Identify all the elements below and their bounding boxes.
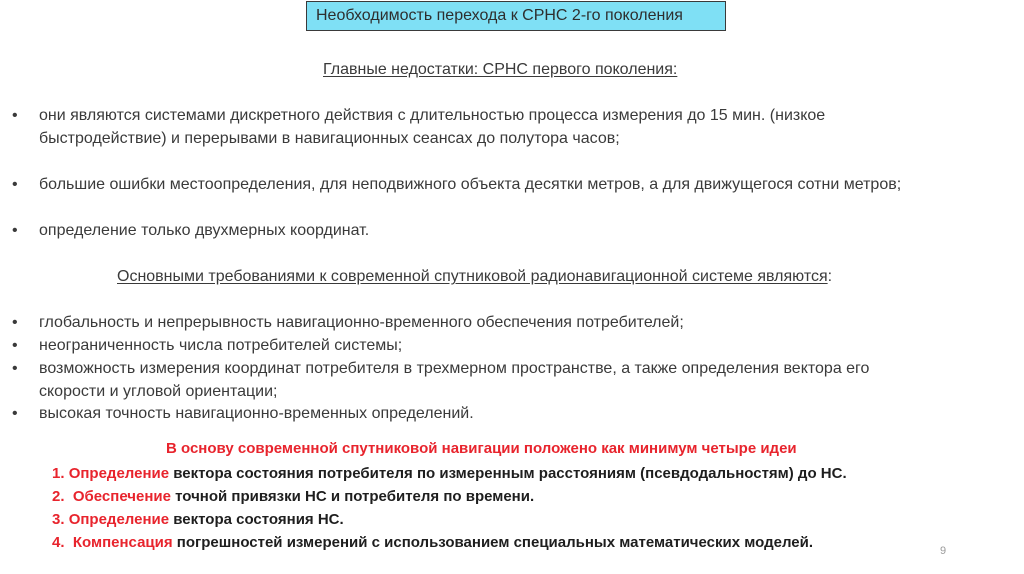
- requirement-1: глобальность и непрерывность навигационно-временного обеспечения потребителей;: [39, 314, 684, 331]
- slide-title: Необходимость перехода к СРНС 2-го поколения: [306, 1, 726, 31]
- idea-4-text: погрешностей измерений с использованием специальных математических моделей.: [172, 534, 814, 551]
- page-number: 9: [940, 545, 947, 557]
- idea-3: [52, 511, 344, 528]
- bullet-icon: •: [12, 405, 18, 422]
- idea-4: [52, 534, 813, 551]
- idea-1-text: вектора состояния потребителя по измеренным расстояниям (псевдодальностям) до НС.: [169, 465, 847, 482]
- requirement-3-line-2: скорости и угловой ориентации;: [39, 383, 278, 400]
- drawback-1-line-2: быстродействие) и перерывами в навигационных сеансах до полутора часов;: [39, 130, 620, 147]
- idea-2-keyword: Обеспечение: [72, 488, 171, 505]
- ideas-heading: В основу современной спутниковой навигации положено как минимум четыре идеи: [166, 440, 797, 457]
- idea-3-number: 3.: [52, 511, 65, 528]
- bullet-icon: •: [12, 222, 18, 239]
- drawback-2: большие ошибки местоопределения, для неподвижного объекта десятки метров, а для движущегося сотни метров;: [39, 176, 902, 193]
- idea-1-number: 1.: [52, 465, 65, 482]
- bullet-icon: •: [12, 314, 18, 331]
- requirements-heading-colon: :: [827, 268, 833, 285]
- idea-3-text: вектора состояния НС.: [169, 511, 344, 528]
- idea-1-keyword: Определение: [68, 465, 170, 482]
- requirements-heading-text: Основными требованиями к современной спутниковой радионавигационной системе являются: [117, 268, 828, 285]
- bullet-icon: •: [12, 176, 18, 193]
- drawback-3: определение только двухмерных координат.: [39, 222, 370, 239]
- requirements-heading: [117, 268, 832, 286]
- idea-1: [52, 465, 847, 482]
- requirement-3-line-1: возможность измерения координат потребителя в трехмерном пространстве, а также определения вектора его: [39, 360, 870, 377]
- idea-2-number: 2.: [52, 488, 65, 505]
- requirement-2: неограниченность числа потребителей системы;: [39, 337, 403, 354]
- drawback-1-line-1: они являются системами дискретного действия с длительностью процесса измерения до 15 мин. (низкое: [39, 107, 826, 124]
- bullet-icon: •: [12, 107, 18, 124]
- idea-4-number: 4.: [52, 534, 65, 551]
- idea-2: [52, 488, 534, 505]
- drawbacks-heading: Главные недостатки: СРНС первого поколения:: [323, 61, 678, 78]
- idea-2-text: точной привязки НС и потребителя по времени.: [170, 488, 535, 505]
- requirement-4: высокая точность навигационно-временных определений.: [39, 405, 474, 422]
- idea-3-keyword: Определение: [68, 511, 170, 528]
- idea-4-keyword: Компенсация: [72, 534, 173, 551]
- bullet-icon: •: [12, 360, 18, 377]
- bullet-icon: •: [12, 337, 18, 354]
